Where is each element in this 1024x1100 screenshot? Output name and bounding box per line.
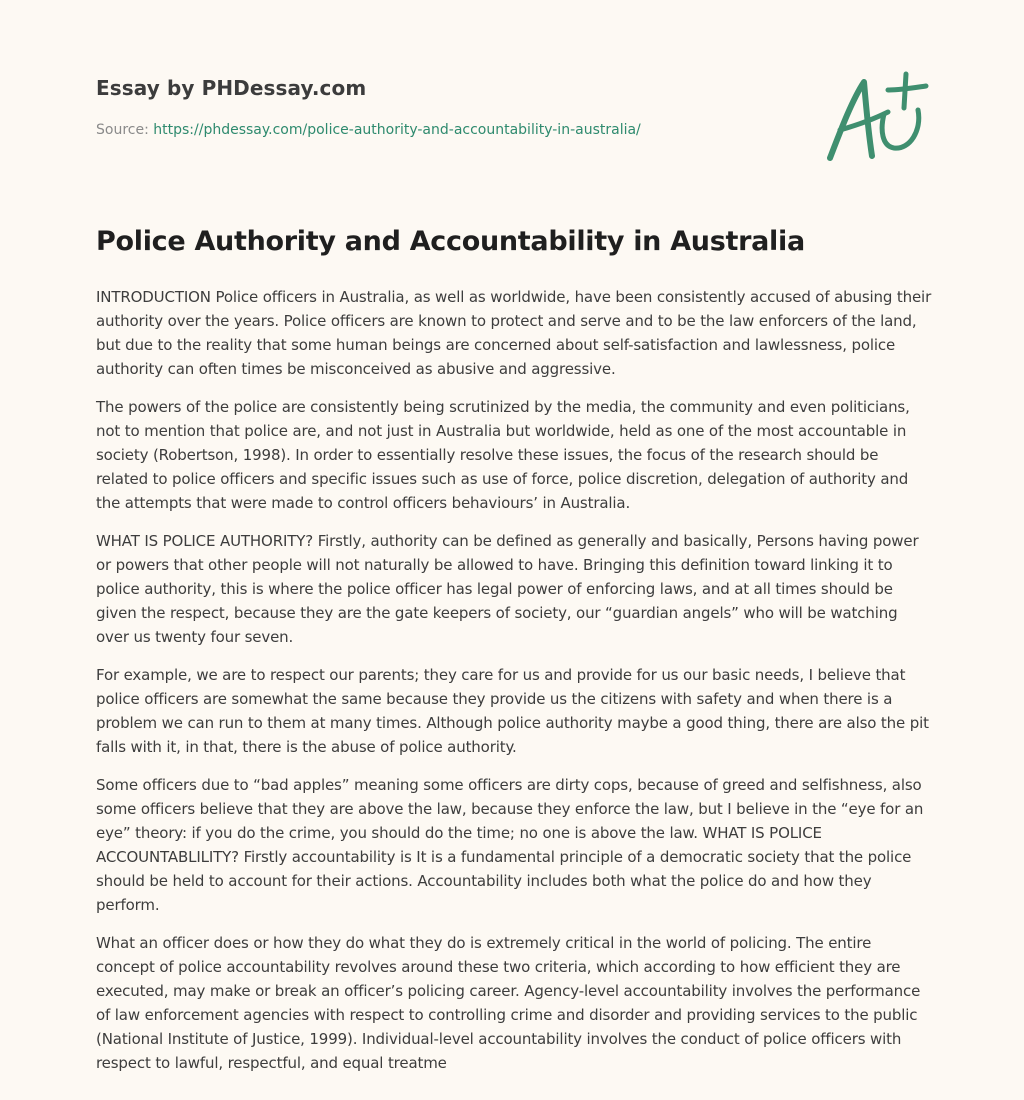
- essay-paragraph: For example, we are to respect our parents; they care for us and provide for us our basic needs, I believe that police officers are somewhat the same because they provide us the citizens with safety and when there is a problem we can run to them at many times. Although police authority maybe a good thing, there are also the pit falls with it, in that, there is the abuse of police authority.: [96, 666, 929, 756]
- essay-paragraph: What an officer does or how they do what they do is extremely critical in the world of policing. The entire concept of police accountability revolves around these two criteria, which according to how efficient they are executed, may make or break an officer’s policing career. Agency-level accountability involves the performance of law enforcement agencies with respect to controlling crime and disorder and providing services to the public (National Institute of Justice, 1999). Individual-level accountability involves the conduct of police officers with respect to lawful, respectful, and equal treatme: [96, 934, 921, 1072]
- essay-paragraph: WHAT IS POLICE AUTHORITY? Firstly, authority can be defined as generally and basically, Persons having power or powers that other people will not naturally be allowed to have. Bringing this definition toward linking it to police authority, this is where the police officer has legal power of enforcing laws, and at all times should be given the respect, because they are the gate keepers of society, our “guardian angels” who will be watching over us twenty four seven.: [96, 532, 919, 646]
- source-line: [96, 122, 641, 138]
- source-label: Source:: [96, 122, 149, 138]
- site-brand: Essay by PHDessay.com: [96, 76, 367, 100]
- a-plus-grade-logo-icon: [822, 68, 932, 166]
- page-header: [96, 76, 641, 138]
- source-link[interactable]: https://phdessay.com/police-authority-and-accountability-in-australia/: [153, 122, 641, 138]
- essay-paragraph: INTRODUCTION Police officers in Australia, as well as worldwide, have been consistently accused of abusing their authority over the years. Police officers are known to protect and serve and to be the law enforcers of the land, but due to the reality that some human beings are concerned about self-satisfaction and lawlessness, police authority can often times be misconceived as abusive and aggressive.: [96, 288, 932, 378]
- essay-paragraph: The powers of the police are consistently being scrutinized by the media, the community and even politicians, not to mention that police are, and not just in Australia but worldwide, held as one of the most accountable in society (Robertson, 1998). In order to essentially resolve these issues, the focus of the research should be related to police officers and specific issues such as use of force, police discretion, delegation of authority and the attempts that were made to control officers behaviours’ in Australia.: [96, 398, 910, 512]
- essay-paragraph: Some officers due to “bad apples” meaning some officers are dirty cops, because of greed and selfishness, also some officers believe that they are above the law, because they enforce the law, but I believe in the “eye for an eye” theory: if you do the crime, you should do the time; no one is above the law. WHAT IS POLICE ACCOUNTABLILITY? Firstly accountability is It is a fundamental principle of a democratic society that the police should be held to account for their actions. Accountability includes both what the police do and how they perform.: [96, 776, 924, 914]
- essay-title: Police Authority and Accountability in Australia: [96, 226, 805, 257]
- essay-body: [96, 285, 932, 1089]
